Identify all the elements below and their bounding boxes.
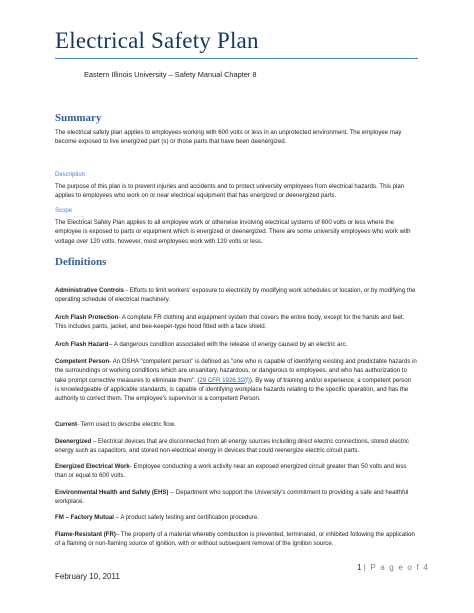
page-number-value: 1	[357, 563, 362, 572]
definition-term: FM – Factory Mutual	[55, 514, 114, 521]
definition-text: - A complete FR clothing and equipment system that covers the entire body, except for the hands and feet. This includes pants, jacket, and bee-keeper-type hood fitted with a face shield.	[55, 314, 405, 331]
summary-heading: Summary	[55, 112, 102, 124]
summary-text: The electrical safety plan applies to employees working with 600 volts or less in an unprotected environment. The employee may become exposed to live energized part (s) or those parts that have been deenergized.	[55, 129, 402, 146]
document-subtitle: Eastern Illinois University – Safety Manual Chapter 8	[84, 70, 257, 79]
definition-item	[55, 313, 417, 332]
definition-term: Deenergized	[55, 438, 92, 445]
definition-item	[55, 437, 417, 456]
definition-term: Environmental Health and Safety (EHS)	[55, 489, 169, 496]
definition-term: Energized Electrical Work	[55, 463, 130, 470]
definition-text: - Efforts to limit workers' exposure to electricity by modifying work schedules or location, or by modifying the operating schedule of electrical machinery.	[55, 287, 416, 304]
definition-text: – A product safety testing and certification procedure.	[113, 514, 259, 521]
definition-text: - An OSHA "competent person" is defined as "one who is capable of identifying existing and predictable hazards in the surroundings or working conditions which are unsanitary, hazardous, or dangerous to employees, and who has authorization to take prompt corrective measures to eliminate them". (	[55, 358, 417, 384]
definition-text: - Employee conducting a work activity near an exposed energized circuit greater than 50 volts and less than or equal to 600 volts.	[55, 463, 407, 480]
page-number	[357, 563, 429, 572]
definition-item	[55, 462, 417, 481]
definition-item	[55, 286, 417, 305]
definition-text: -- A dangerous condition associated with the release of energy caused by an electric arc.	[108, 341, 348, 348]
description-heading: Description	[55, 172, 86, 178]
definitions-heading: Definitions	[55, 256, 107, 268]
definition-term: Administrative Controls	[55, 287, 125, 294]
definition-item	[55, 488, 417, 507]
definition-term: Arch Flash Hazard	[55, 341, 109, 348]
definition-term: Arch Flash Protection	[55, 314, 119, 321]
document-title: Electrical Safety Plan	[55, 28, 259, 53]
page-number-label: | P a g e o f 4	[363, 563, 429, 572]
footer-date: February 10, 2011	[55, 572, 120, 581]
description-text: The purpose of this plan is to prevent injuries and accidents and to protect university employees from electrical hazards. This plan applies to employees who work on or near electrical equipment that has energized or deenergized parts.	[55, 183, 405, 200]
definition-text: - Term used to describe electric flow.	[77, 421, 176, 428]
definition-text: – Electrical devices that are disconnected from all energy sources including direct electric connections, stored electric energy such as capacitors, and stored non-electrical energy in devices that could reenergize electric circuit parts.	[55, 438, 409, 455]
definition-text: – The property of a material whereby combustion is prevented, terminated, or inhibited following the application of a flaming or non-flaming source of ignition, with or without subsequent removal of the ignition source.	[55, 531, 415, 548]
scope-heading: Scope	[55, 208, 73, 214]
definition-term: Current	[55, 421, 78, 428]
definition-item	[55, 420, 417, 429]
definition-term: Competent Person	[55, 358, 110, 365]
definition-item	[55, 357, 417, 403]
definition-item	[55, 530, 417, 549]
title-underline	[55, 58, 418, 59]
definition-term: Flame-Resistant (FR)	[55, 531, 116, 538]
definition-item	[55, 513, 417, 522]
definition-text: -- Department who support the University's commitment to providing a safe and healthful workplace.	[55, 489, 409, 506]
definition-text-continued: ). By way of training and/or experience, a competent person is knowledgeable of applicable standards, is capable of identifying workplace hazards relating to the specific operation, and has the authority to correct them. The employee's supervisor is a competent Person.	[55, 376, 412, 403]
definition-item	[55, 340, 417, 349]
scope-text: The Electrical Safety Plan applies to all employee work or otherwise involving electrical systems of 600 volts or less where the employee is exposed to parts or equipment which is energized or deenergized. There are some university employees who work with voltage over 120 volts, however, most employees work with 120 volts or less.	[55, 219, 411, 245]
cfr-citation-link[interactable]: 29 CFR 1926.32(f)	[199, 376, 250, 384]
